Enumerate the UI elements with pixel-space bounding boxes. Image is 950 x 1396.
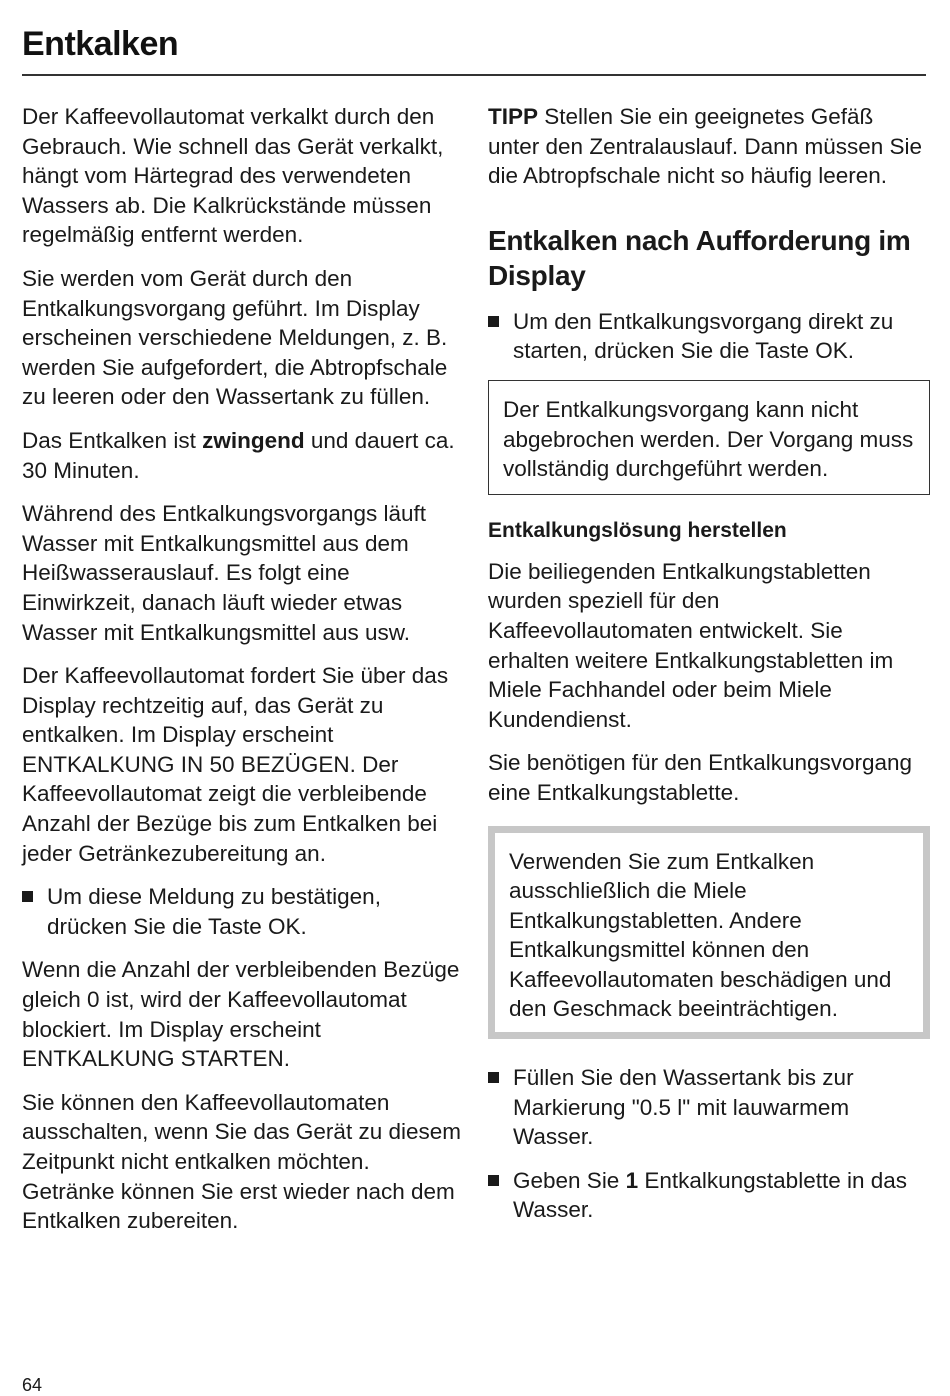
confirm-instruction: Um diese Meldung zu bestätigen, drücken Sie die Taste OK. bbox=[47, 884, 381, 939]
list-item bbox=[488, 1166, 930, 1225]
tablets-paragraph: Die beiliegenden Entkalkungstabletten wurden speziell für den Kaffeevollautomaten entwickelt. Sie erhalten weitere Entkalkungstabletten im Miele Fachhandel oder beim Miele Kundendienst. bbox=[488, 558, 894, 732]
square-bullet-icon bbox=[488, 1072, 499, 1083]
add-tablet-text-end: Entkalkungstablette in das Wasser. bbox=[513, 1167, 908, 1223]
guidance-paragraph: Sie werden vom Gerät durch den Entkalkungsvorgang geführt. Im Display erscheinen verschiedene Meldungen, z. B. werden Sie aufgefordert, die Abtropfschale zu leeren oder den Wassertank zu füllen. bbox=[22, 265, 448, 410]
start-instruction: Um den Entkalkungsvorgang direkt zu starten, drücken Sie die Taste OK. bbox=[513, 308, 894, 364]
duration-text-start: Das Entkalken ist bbox=[22, 427, 203, 453]
fill-tank-instruction: Füllen Sie den Wassertank bis zur Markierung "0.5 l" mit lauwarmem Wasser. bbox=[513, 1065, 854, 1150]
intro-paragraph: Der Kaffeevollautomat verkalkt durch den Gebrauch. Wie schnell das Gerät verkalkt, hängt vom Härtegrad des verwendeten Wassers ab. Die Kalkrückstände müssen regelmäßig entfernt werden. bbox=[22, 104, 444, 248]
square-bullet-icon bbox=[22, 891, 33, 902]
reminder-paragraph: Der Kaffeevollautomat fordert Sie über das Display rechtzeitig auf, das Gerät zu entkalken. Im Display erscheint ENTKALKUNG IN 50 BEZÜGEN. Der Kaffeevollautomat zeigt die verbleibende Anzahl der Bezüge bis zum Entkalken bei jeder Getränkezubereitung an. bbox=[22, 663, 449, 866]
mandatory-emphasis: zwingend bbox=[202, 427, 305, 453]
page-title: Entkalken bbox=[22, 25, 179, 63]
list-item bbox=[488, 307, 930, 366]
list-item bbox=[488, 1063, 930, 1152]
duration-paragraph bbox=[22, 426, 464, 485]
warning-box bbox=[488, 826, 930, 1040]
tip-label: TIPP bbox=[488, 104, 539, 129]
process-paragraph: Während des Entkalkungsvorgangs läuft Wasser mit Entkalkungsmittel aus dem Heißwasserauslauf. Es folgt eine Einwirkzeit, danach läuft wieder etwas Wasser mit Entkalkungsmittel aus usw. bbox=[22, 501, 426, 645]
square-bullet-icon bbox=[488, 1175, 499, 1186]
left-column bbox=[22, 102, 464, 1250]
tablet-quantity: 1 bbox=[625, 1167, 639, 1193]
sub-heading: Entkalkungslösung herstellen bbox=[488, 518, 787, 542]
list-item bbox=[22, 882, 464, 941]
tablet-count-paragraph: Sie benötigen für den Entkalkungsvorgang eine Entkalkungstablette. bbox=[488, 750, 913, 805]
note-text: Der Entkalkungsvorgang kann nicht abgebrochen werden. Der Vorgang muss vollständig durchgeführt werden. bbox=[503, 396, 914, 482]
section-heading: Entkalken nach Aufforderung im Display bbox=[488, 224, 911, 291]
tip-text: Stellen Sie ein geeignetes Gefäß unter den Zentralauslauf. Dann müssen Sie die Abtropfschale nicht so häufig leeren. bbox=[488, 104, 923, 189]
note-box bbox=[488, 380, 930, 495]
title-divider bbox=[22, 74, 926, 76]
page-number: 64 bbox=[22, 1375, 43, 1395]
switch-off-paragraph: Sie können den Kaffeevollautomaten ausschalten, wenn Sie das Gerät zu diesem Zeitpunkt nicht entkalken möchten. Getränke können Sie erst wieder nach dem Entkalken zubereiten. bbox=[22, 1089, 461, 1234]
right-column bbox=[488, 102, 930, 1239]
tip-paragraph bbox=[488, 102, 930, 191]
blocked-paragraph: Wenn die Anzahl der verbleibenden Bezüge gleich 0 ist, wird der Kaffeevollautomat blockiert. Im Display erscheint ENTKALKUNG STARTEN. bbox=[22, 957, 460, 1072]
square-bullet-icon bbox=[488, 316, 499, 327]
add-tablet-instruction bbox=[513, 1168, 907, 1223]
add-tablet-text-start: Geben Sie bbox=[513, 1167, 626, 1193]
warning-text: Verwenden Sie zum Entkalken ausschließlich die Miele Entkalkungstabletten. Andere Entkalkungsmittel können den Kaffeevollautomaten beschädigen und den Geschmack beeinträchtigen. bbox=[509, 848, 892, 1022]
duration-text-end: und dauert ca. 30 Minuten. bbox=[22, 427, 455, 483]
